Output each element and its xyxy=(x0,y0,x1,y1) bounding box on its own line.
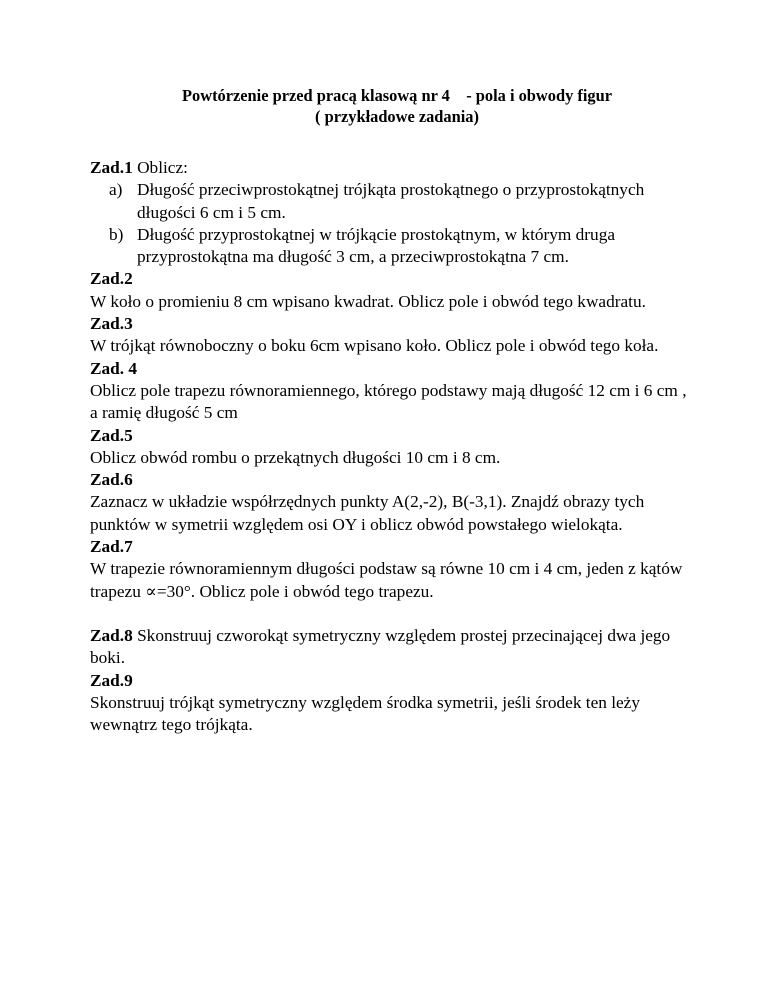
task-intro: Oblicz: xyxy=(132,158,188,177)
task-3-label: Zad.3 xyxy=(90,314,133,334)
task-6-text: Zaznacz w układzie współrzędnych punkty A(2,-2), B(-3,1). Znajdź obrazy tych punktów w symetrii względem osi OY i oblicz obwód powstałego wielokąta. xyxy=(90,492,645,534)
spacer xyxy=(90,603,690,625)
task-5-label: Zad.5 xyxy=(90,425,133,445)
item-text: Długość przyprostokątnej w trójkącie prostokątnym, w którym druga przyprostokątna ma długość 3 cm, a przeciwprostokątna 7 cm. xyxy=(137,224,616,267)
task-4-text: Oblicz pole trapezu równoramiennego, którego podstawy mają długość 12 cm i 6 cm , a ramię długość 5 cm xyxy=(90,380,687,423)
task-9-label: Zad.9 xyxy=(90,670,133,690)
task-1-item-a xyxy=(90,179,690,224)
task-8 xyxy=(90,625,690,670)
task-1-item-b xyxy=(90,224,690,269)
task-1-heading xyxy=(90,157,690,179)
task-9-text: Skonstruuj trójkąt symetryczny względem środka symetrii, jeśli środek ten leży wewnątrz tego trójkąta. xyxy=(90,692,640,735)
page-title xyxy=(104,85,690,127)
task-6-label: Zad.6 xyxy=(90,470,133,490)
item-marker: b) xyxy=(109,224,124,244)
document-page xyxy=(90,85,690,736)
item-text: Długość przeciwprostokątnej trójkąta prostokątnego o przyprostokątnych długości 6 cm i 5 cm. xyxy=(137,180,645,222)
task-2-text: W koło o promieniu 8 cm wpisano kwadrat. Oblicz pole i obwód tego kwadratu. xyxy=(90,291,646,311)
task-list xyxy=(90,157,690,736)
task-label: Zad.1 xyxy=(90,158,133,177)
task-4-label: Zad. 4 xyxy=(90,358,138,378)
title-line-2: ( przykładowe zadania) xyxy=(315,107,479,126)
task-7-label: Zad.7 xyxy=(90,537,133,557)
task-2-label: Zad.2 xyxy=(90,269,133,289)
task-7-text: W trapezie równoramiennym długości podstaw są równe 10 cm i 4 cm, jeden z kątów trapezu ∝=30°. Oblicz pole i obwód tego trapezu. xyxy=(90,559,683,601)
item-marker: a) xyxy=(109,180,123,200)
task-3-text: W trójkąt równoboczny o boku 6cm wpisano koło. Oblicz pole i obwód tego koła. xyxy=(90,336,659,356)
task-label: Zad.8 xyxy=(90,625,133,645)
task-8-text: Skonstruuj czworokąt symetryczny względem prostej przecinającej dwa jego boki. xyxy=(90,625,671,668)
task-5-text: Oblicz obwód rombu o przekątnych długości 10 cm i 8 cm. xyxy=(90,447,501,467)
title-line-1: Powtórzenie przed pracą klasową nr 4 - pola i obwody figur xyxy=(182,86,612,105)
